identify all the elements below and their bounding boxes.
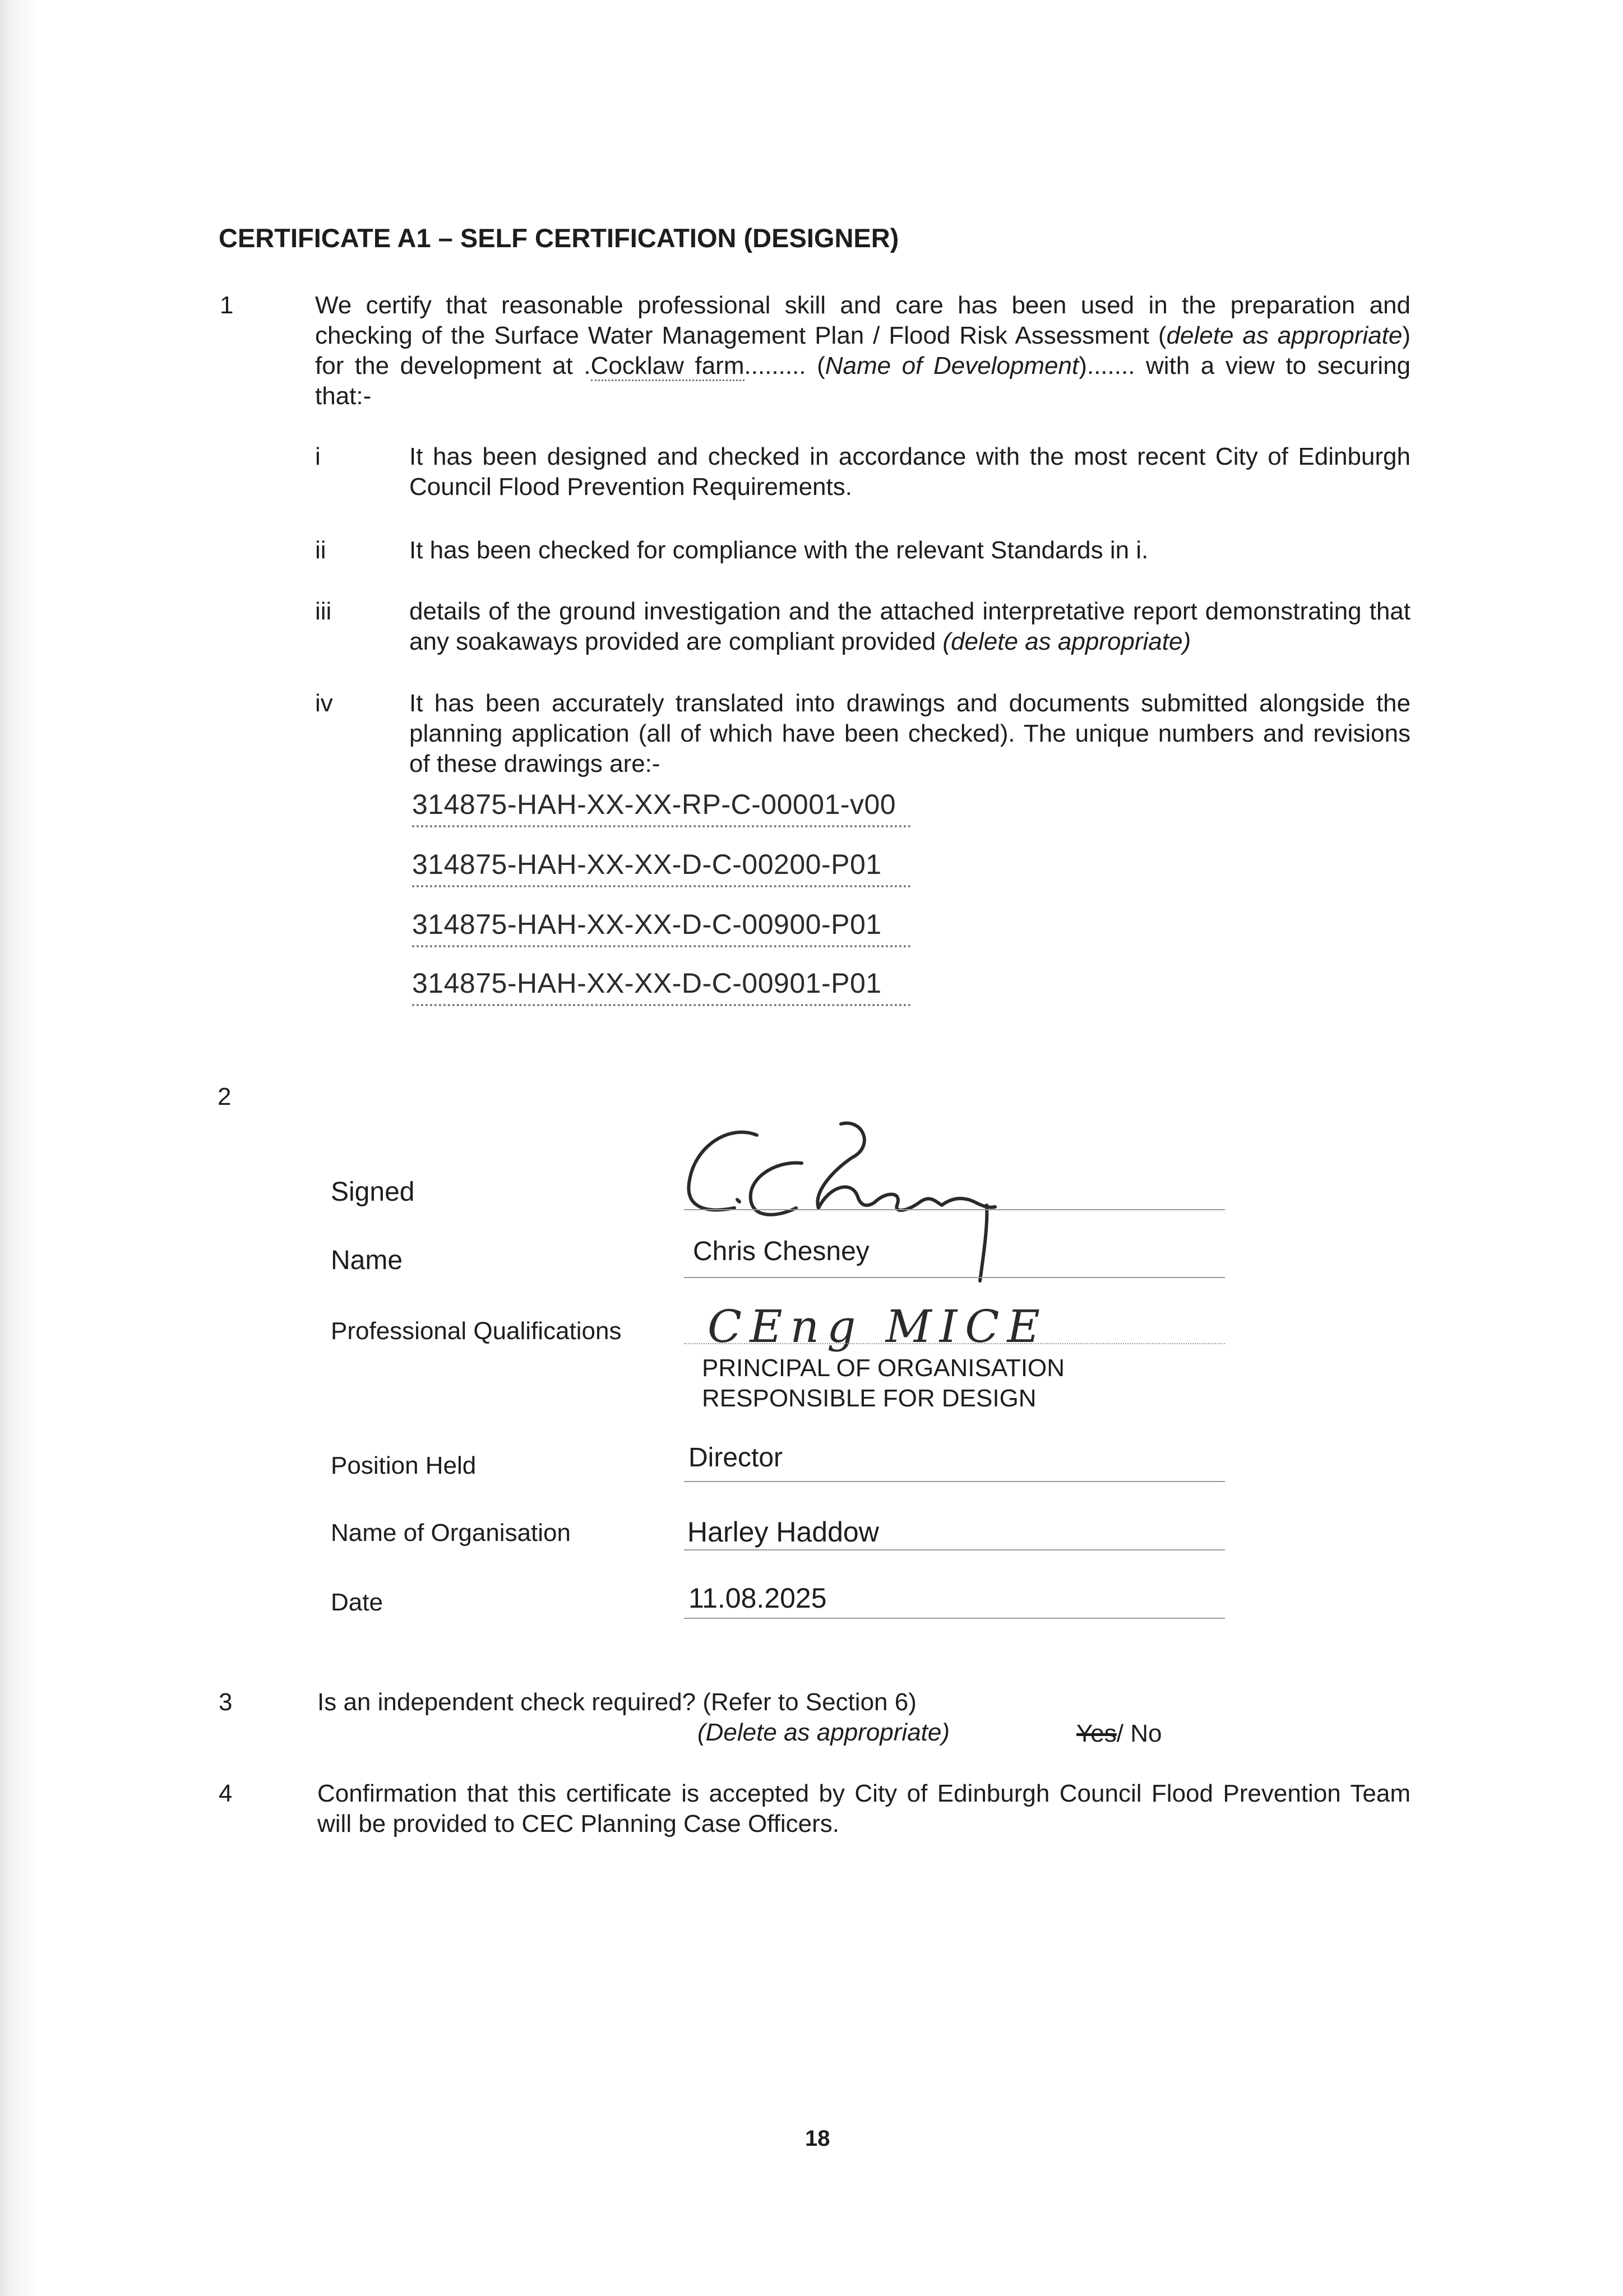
- item-i-text: It has been designed and checked in accordance with the most recent City of Edinburgh Council Flood Prevention Requirements.: [409, 443, 1411, 501]
- item-iv-number: iv: [315, 689, 333, 717]
- organisation-label: Name of Organisation: [331, 1519, 571, 1547]
- item-iii-number: iii: [315, 598, 332, 625]
- date-line: [684, 1618, 1225, 1619]
- position-line: [684, 1481, 1225, 1482]
- signature-image: [673, 1113, 1009, 1298]
- scan-edge-shadow: [0, 0, 39, 2296]
- independent-check-question: Is an independent check required? (Refer to Section 6): [317, 1688, 917, 1716]
- section-1-number: 1: [220, 291, 234, 319]
- name-label: Name: [331, 1246, 403, 1275]
- position-value: Director: [688, 1443, 783, 1473]
- section-1-intro: [315, 290, 1411, 411]
- date-value: 11.08.2025: [688, 1582, 827, 1614]
- section-4-text: Confirmation that this certificate is accepted by City of Edinburgh Council Flood Prevention Team will be provided to CEC Planning Case Officers.: [317, 1780, 1411, 1837]
- yes-option-struck: Yes: [1076, 1720, 1117, 1747]
- delete-as-appropriate-note: (Delete as appropriate): [697, 1719, 950, 1746]
- intro-text-a: We certify that reasonable professional skill and care has been used in the preparation and checking of the Surface Water Management Plan / Flood Risk Assessment (: [315, 291, 1411, 349]
- name-line: [684, 1277, 1225, 1278]
- principal-line-1: PRINCIPAL OF ORGANISATION: [702, 1354, 1065, 1382]
- drawing-number: 314875-HAH-XX-XX-RP-C-00001-v00: [412, 788, 911, 827]
- drawing-number: 314875-HAH-XX-XX-D-C-00200-P01: [412, 848, 911, 887]
- page-number: 18: [805, 2126, 830, 2151]
- drawing-number: 314875-HAH-XX-XX-D-C-00901-P01: [412, 967, 911, 1006]
- item-i-number: i: [315, 443, 321, 470]
- drawing-number: 314875-HAH-XX-XX-D-C-00900-P01: [412, 908, 911, 947]
- qualifications-label: Professional Qualifications: [331, 1317, 622, 1345]
- item-ii-text: It has been checked for compliance with the relevant Standards in i.: [409, 536, 1149, 564]
- principal-line-2: RESPONSIBLE FOR DESIGN: [702, 1385, 1037, 1412]
- no-option: / No: [1116, 1720, 1162, 1747]
- item-iii-body: details of the ground investigation and the attached interpretative report demonstrating that any soakaways provided are compliant provided: [409, 598, 1411, 655]
- section-3-number: 3: [219, 1688, 233, 1716]
- item-ii-number: ii: [315, 536, 326, 564]
- yes-no-choice: [1076, 1719, 1162, 1749]
- qualifications-line: [684, 1343, 1225, 1344]
- organisation-line: [684, 1549, 1225, 1550]
- item-iv-text: It has been accurately translated into drawings and documents submitted alongside the planning application (all of which have been checked). The unique numbers and revisions of these drawings are:-: [409, 689, 1411, 777]
- item-iii-delete-note: (delete as appropriate): [942, 628, 1191, 655]
- intro-text-b: ) for the development at .: [315, 322, 1411, 379]
- name-of-development-label: Name of Development: [825, 352, 1079, 379]
- item-iii-text: [409, 596, 1411, 657]
- intro-text-d: )....... with a view to securing that:-: [315, 352, 1411, 410]
- intro-text-c: ......... (: [744, 352, 825, 379]
- development-name: Cocklaw farm: [591, 352, 745, 381]
- organisation-value: Harley Haddow: [687, 1516, 879, 1548]
- date-label: Date: [331, 1589, 383, 1616]
- section-4-number: 4: [219, 1780, 233, 1807]
- qualifications-handwritten: CEng MICE: [708, 1300, 1048, 1353]
- signed-label: Signed: [331, 1177, 415, 1207]
- certificate-title: CERTIFICATE A1 – SELF CERTIFICATION (DESIGNER): [219, 223, 899, 253]
- position-label: Position Held: [331, 1452, 477, 1479]
- name-value: Chris Chesney: [693, 1237, 870, 1266]
- signed-line: [684, 1209, 1225, 1210]
- intro-delete-note: delete as appropriate: [1166, 322, 1403, 349]
- section-2-number: 2: [218, 1083, 232, 1110]
